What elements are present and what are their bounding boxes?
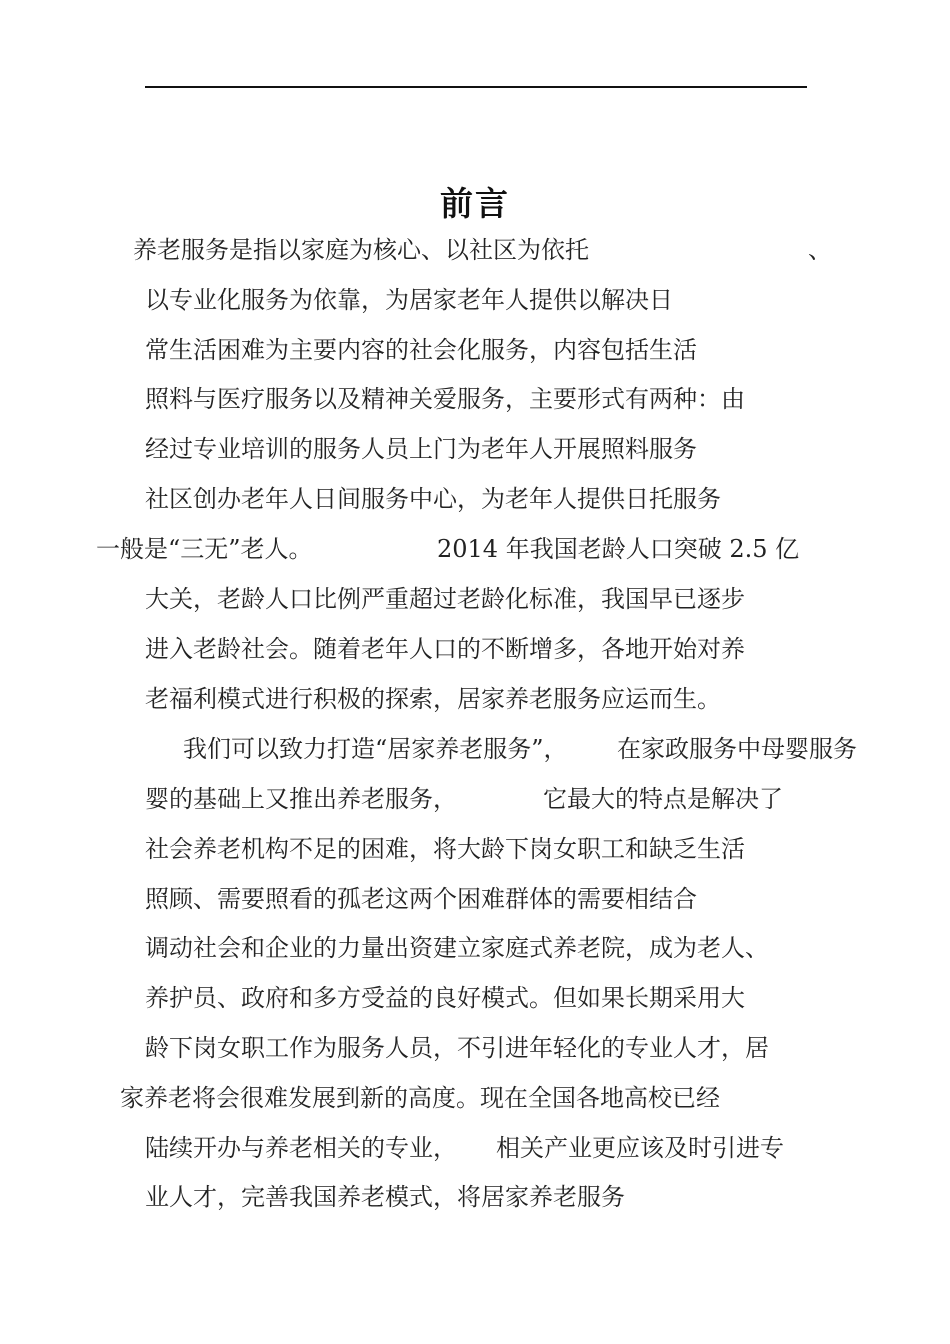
paragraph-line: 相关产业更应该及时引进专 bbox=[496, 1134, 784, 1162]
paragraph-line: 一般是“三无”老人。 bbox=[96, 535, 313, 563]
paragraph-line: 社会养老机构不足的困难，将大龄下岗女职工和缺乏生活 bbox=[145, 835, 745, 863]
page-title: 前言 bbox=[440, 184, 510, 223]
paragraph-line: 婴的基础上又推出养老服务， bbox=[145, 785, 457, 813]
paragraph-line: 在家政服务中母婴服务 bbox=[617, 735, 857, 763]
paragraph-line: 经过专业培训的服务人员上门为老年人开展照料服务 bbox=[145, 435, 697, 463]
paragraph-line: 它最大的特点是解决了 bbox=[543, 785, 783, 813]
paragraph-line: 、 bbox=[808, 236, 832, 264]
paragraph-line: 调动社会和企业的力量出资建立家庭式养老院，成为老人、 bbox=[145, 934, 769, 962]
paragraph-line: 进入老龄社会。随着老年人口的不断增多，各地开始对养 bbox=[145, 635, 745, 663]
paragraph-line: 社区创办老年人日间服务中心，为老年人提供日托服务 bbox=[145, 485, 721, 513]
paragraph-line: 业人才，完善我国养老模式，将居家养老服务 bbox=[145, 1183, 625, 1211]
paragraph-line: 我们可以致力打造“居家养老服务”， bbox=[183, 735, 568, 763]
paragraph-line: 陆续开办与养老相关的专业， bbox=[145, 1134, 457, 1162]
paragraph-line: 龄下岗女职工作为服务人员，不引进年轻化的专业人才，居 bbox=[145, 1034, 769, 1062]
paragraph-line: 以专业化服务为依靠，为居家老年人提供以解决日 bbox=[145, 286, 673, 314]
paragraph-line: 家养老将会很难发展到新的高度。现在全国各地高校已经 bbox=[120, 1084, 720, 1112]
paragraph-line: 养护员、政府和多方受益的良好模式。但如果长期采用大 bbox=[145, 984, 745, 1012]
paragraph-line: 常生活困难为主要内容的社会化服务，内容包括生活 bbox=[145, 336, 697, 364]
paragraph-line: 2014 年我国老龄人口突破 2.5 亿 bbox=[437, 535, 800, 563]
paragraph-line: 养老服务是指以家庭为核心、以社区为依托 bbox=[133, 236, 589, 264]
paragraph-line: 照料与医疗服务以及精神关爱服务，主要形式有两种：由 bbox=[145, 385, 745, 413]
paragraph-line: 老福利模式进行积极的探索，居家养老服务应运而生。 bbox=[145, 685, 721, 713]
paragraph-line: 照顾、需要照看的孤老这两个困难群体的需要相结合 bbox=[145, 885, 697, 913]
header-rule bbox=[145, 86, 807, 88]
paragraph-line: 大关，老龄人口比例严重超过老龄化标准，我国早已逐步 bbox=[145, 585, 745, 613]
